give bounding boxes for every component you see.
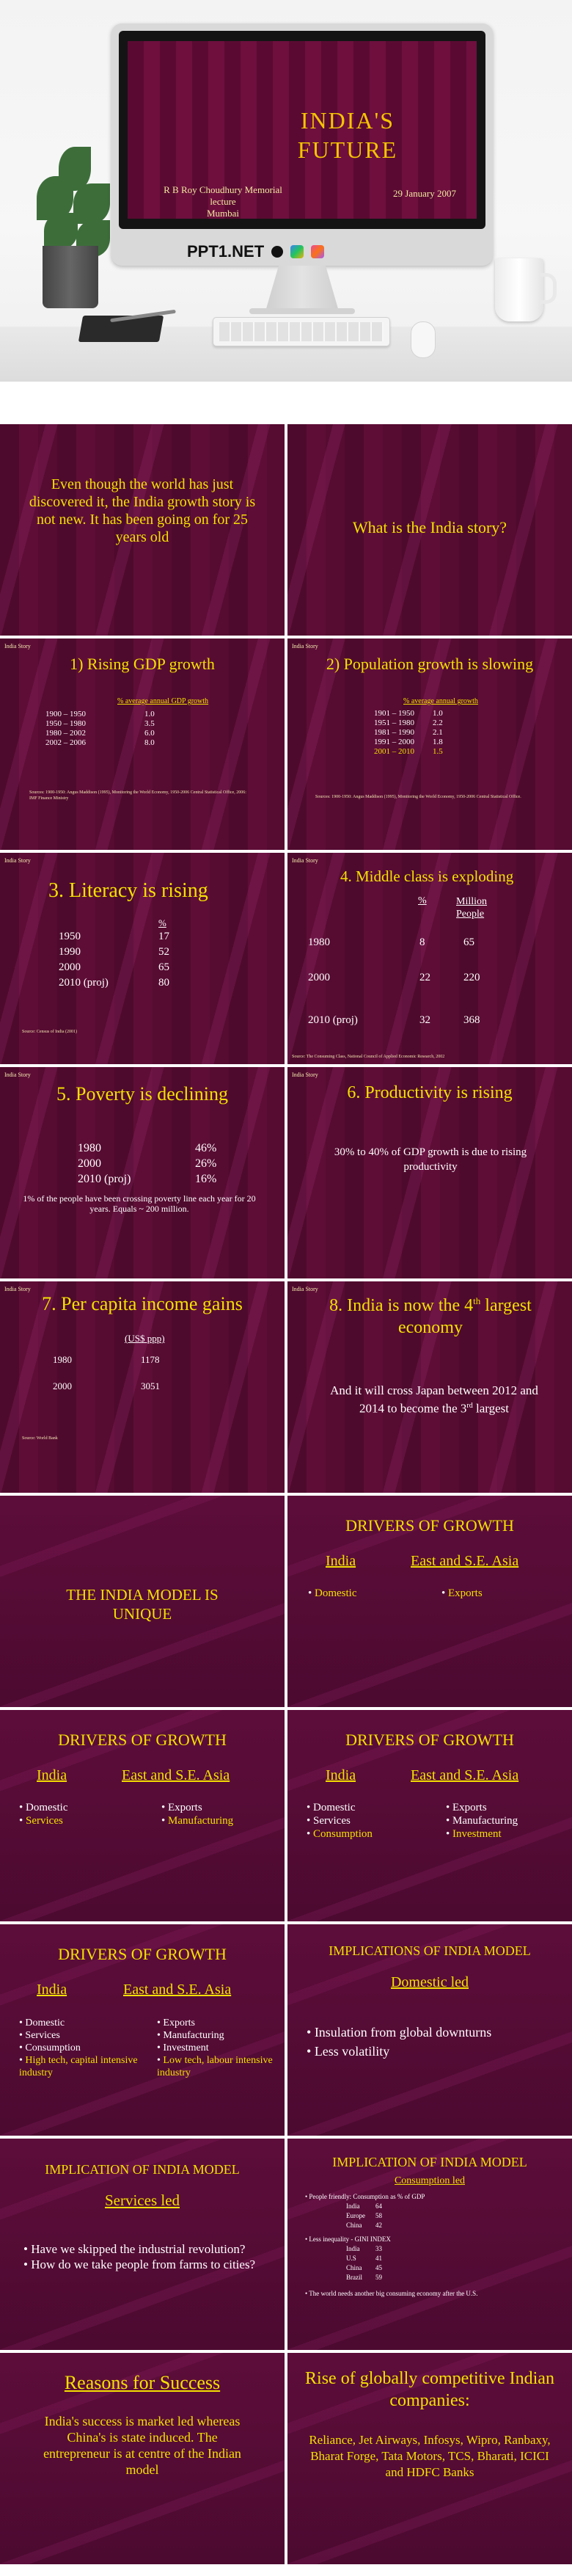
slide-19 <box>0 2353 285 2564</box>
col-asia: East and S.E. Asia <box>411 1767 519 1783</box>
slide-6 <box>287 853 572 1064</box>
list-item: • Exports <box>161 1801 233 1814</box>
slide-1-text: Even though the world has just discovered it, the India growth story is not new. It has been going on for 25 years old <box>29 476 256 545</box>
slide-tag: India Story <box>4 1071 31 1078</box>
table-row: 1950 17 <box>59 931 169 942</box>
table-row: 1990 52 <box>59 946 169 958</box>
slide-15 <box>0 1924 285 2136</box>
keyboard <box>213 317 390 346</box>
list-item: • Consumption <box>307 1827 373 1841</box>
table-row: India 33 <box>346 2245 382 2252</box>
col-asia: East and S.E. Asia <box>123 1982 232 1998</box>
slide-6-title: 4. Middle class is exploding <box>340 867 514 885</box>
hero-title: INDIA'S FUTURE <box>297 107 398 163</box>
slide-tag: India Story <box>4 1286 31 1292</box>
table-row: China 42 <box>346 2222 382 2229</box>
slide-19-title: Reasons for Success <box>64 2372 221 2393</box>
slide-18-subtitle: Consumption led <box>394 2175 466 2186</box>
slide-20-title: Rise of globally competitive Indian companies: <box>305 2369 554 2410</box>
slide-17 <box>0 2139 285 2350</box>
slide-16-subtitle: Domestic led <box>390 1974 469 1990</box>
source-note: Source: Census of India (2001) <box>22 1030 77 1034</box>
slide-18 <box>287 2139 572 2350</box>
slide-tag: India Story <box>292 857 318 864</box>
pop-header: % average annual growth <box>403 697 478 705</box>
slide-10 <box>287 1281 572 1493</box>
col-asia: East and S.E. Asia <box>411 1553 519 1569</box>
list-item: • Domestic <box>307 1801 373 1814</box>
list-item: • High tech, capital intensive industry <box>19 2054 144 2079</box>
income-header: (US$ ppp) <box>125 1333 165 1344</box>
list-item: • Exports <box>446 1801 518 1814</box>
table-row: China 45 <box>346 2264 382 2271</box>
source-note: Sources: 1900-1950: Angus Maddison (1995), Monitoring the World Economy, 1950-2006 Central Statistical Office, 2006: IMF Finance Ministry <box>29 790 246 801</box>
table-row: U.S 41 <box>346 2255 382 2262</box>
india-drivers-list <box>308 1587 357 1600</box>
slide-3 <box>0 638 285 850</box>
table-row: 1901 – 1950 1.0 <box>374 709 443 718</box>
slide-11 <box>0 1496 285 1707</box>
table-row: 2001 – 2010 1.5 <box>374 747 443 756</box>
slide-18-title: IMPLICATION OF INDIA MODEL <box>332 2155 527 2169</box>
slide-17-title: IMPLICATION OF INDIA MODEL <box>45 2162 240 2177</box>
slide-14 <box>287 1710 572 1921</box>
table-row: 1980 – 2002 6.0 <box>45 729 155 738</box>
world-needs-point: • The world needs another big consuming economy after the U.S. <box>305 2290 478 2297</box>
table-row: 1980 46% <box>78 1142 217 1154</box>
gdp-table <box>45 710 155 748</box>
table-row: 2000 22 220 <box>308 972 480 983</box>
table-row: 2000 65 <box>59 961 169 973</box>
slide-16 <box>287 1924 572 2136</box>
income-table <box>53 1355 160 1391</box>
middle-class-pct-header: % <box>418 895 427 906</box>
slide-7 <box>0 1067 285 1278</box>
list-item: • Manufacturing <box>446 1814 518 1827</box>
table-row: Europe 58 <box>346 2212 382 2219</box>
slide-4 <box>287 638 572 850</box>
table-row: 1980 1178 <box>53 1354 160 1365</box>
monitor-stand <box>265 266 339 311</box>
table-row: 2010 (proj) 80 <box>59 977 169 989</box>
slide-12 <box>287 1496 572 1707</box>
pop-table <box>374 709 443 757</box>
table-row: 1900 – 1950 1.0 <box>45 710 155 718</box>
slide-tag: India Story <box>4 857 31 864</box>
hero-image <box>0 0 572 382</box>
slide-9 <box>0 1281 285 1493</box>
slide-tag: India Story <box>292 1286 318 1292</box>
slide-10-title: 8. India is now the 4th largest economy <box>329 1295 532 1337</box>
table-row: 2000 26% <box>78 1157 217 1170</box>
list-item: • Manufacturing <box>157 2029 282 2042</box>
monitor-screen <box>128 41 477 219</box>
slide-3-title: 1) Rising GDP growth <box>70 655 215 673</box>
list-item: • Services <box>19 2029 144 2042</box>
list-item: • Less volatility <box>307 2042 491 2061</box>
col-india: India <box>37 1982 67 1998</box>
drivers-title: DRIVERS OF GROWTH <box>58 1731 227 1749</box>
list-item: • Have we skipped the industrial revolution? <box>23 2241 258 2257</box>
slide-9-title: 7. Per capita income gains <box>42 1293 243 1314</box>
asia-drivers-list <box>157 2017 282 2079</box>
table-row: 2010 (proj) 32 368 <box>308 1014 480 1026</box>
col-asia: East and S.E. Asia <box>122 1767 230 1783</box>
list-item: • Domestic <box>19 2017 144 2029</box>
literacy-table <box>59 929 169 991</box>
list-item: • Exports <box>441 1587 483 1600</box>
slide-16-title: IMPLICATIONS OF INDIA MODEL <box>329 1943 531 1958</box>
implications-list <box>307 2023 491 2061</box>
gini-table <box>346 2244 382 2282</box>
slide-10-text: And it will cross Japan between 2012 and 2014 to become the 3rd largest <box>330 1383 538 1416</box>
source-note: Source: The Consuming Class, National Council of Applied Economic Research, 2002 <box>292 1055 445 1059</box>
list-item: • Low tech, labour intensive industry <box>157 2054 282 2079</box>
asia-drivers-list <box>446 1801 518 1841</box>
slide-tag: India Story <box>4 643 31 650</box>
slide-2-text: What is the India story? <box>352 518 507 536</box>
coffee-cup <box>495 258 543 321</box>
table-row: 1991 – 2000 1.8 <box>374 738 443 746</box>
brand-bar <box>187 242 324 261</box>
slide-4-title: 2) Population growth is slowing <box>326 655 534 673</box>
table-row: 1981 – 1990 2.1 <box>374 728 443 737</box>
table-row: 2010 (proj) 16% <box>78 1173 217 1185</box>
slide-5 <box>0 853 285 1064</box>
col-india: India <box>37 1767 67 1783</box>
col-india: India <box>326 1553 356 1569</box>
middle-class-table <box>308 938 480 1025</box>
slide-20 <box>287 2353 572 2564</box>
list-item: • Services <box>19 1814 68 1827</box>
brand-name: PPT1.NET <box>187 242 265 261</box>
drivers-title: DRIVERS OF GROWTH <box>345 1516 514 1535</box>
india-drivers-list <box>307 1801 373 1841</box>
india-drivers-list <box>19 2017 144 2079</box>
hero-subtitle: R B Roy Choudhury Memorial lecture Mumbai <box>164 184 282 219</box>
list-item: • Investment <box>157 2042 282 2054</box>
asia-drivers-list <box>441 1587 483 1600</box>
hero-date: 29 January 2007 <box>393 188 456 199</box>
productivity-text: 30% to 40% of GDP growth is due to rising productivity <box>334 1146 527 1173</box>
apple-icon <box>271 246 283 258</box>
poverty-table <box>78 1140 216 1187</box>
list-item: • Consumption <box>19 2042 144 2054</box>
middle-class-people-header: Million People <box>456 896 488 920</box>
slide-1 <box>0 424 285 636</box>
list-item: • Services <box>307 1814 373 1827</box>
slides-app-icon <box>311 245 324 258</box>
inequality-point: • Less inequality - GINI INDEX <box>305 2235 391 2243</box>
slide-19-text: India's success is market led whereas China's is state induced. The entrepreneur is at centre of the Indian model <box>43 2414 241 2477</box>
col-india: India <box>326 1767 356 1783</box>
literacy-header: % <box>158 917 166 928</box>
list-item: • How do we take people from farms to cities? <box>23 2257 258 2272</box>
drivers-title: DRIVERS OF GROWTH <box>58 1945 227 1963</box>
slide-tag: India Story <box>292 643 318 650</box>
list-item: • Domestic <box>308 1587 357 1600</box>
consumption-table <box>346 2202 382 2230</box>
plant-pot <box>43 246 98 308</box>
table-row: 2000 3051 <box>53 1380 160 1391</box>
cup-handle <box>540 273 557 304</box>
table-row: 1951 – 1980 2.2 <box>374 718 443 727</box>
list-item: • Exports <box>157 2017 282 2029</box>
monitor-base <box>249 308 355 314</box>
slide-8-title: 6. Productivity is rising <box>347 1083 513 1102</box>
table-row: Brazil 59 <box>346 2274 382 2281</box>
slide-5-title: 3. Literacy is rising <box>48 879 208 902</box>
slide-11-text: THE INDIA MODEL IS UNIQUE <box>66 1586 219 1623</box>
gdp-header: % average annual GDP growth <box>117 697 209 705</box>
app-icon <box>290 245 304 258</box>
list-item: • Insulation from global downturns <box>307 2023 491 2042</box>
asia-drivers-list <box>161 1801 233 1827</box>
slide-20-text: Reliance, Jet Airways, Infosys, Wipro, Ranbaxy, Bharat Forge, Tata Motors, TCS, Bharati, ICICI and HDFC Banks <box>309 2433 551 2479</box>
source-note: Sources: 1900-1950: Angus Maddison (1995), Monitoring the World Economy, 1950-2006 Central Statistical Office. <box>315 795 521 799</box>
services-list <box>23 2241 258 2272</box>
slide-tag: India Story <box>292 1071 318 1078</box>
list-item: • Domestic <box>19 1801 68 1814</box>
table-row: 2002 – 2006 8.0 <box>45 738 155 747</box>
source-note: Source: World Bank <box>22 1436 58 1441</box>
list-item: • Manufacturing <box>161 1814 233 1827</box>
table-row: India 64 <box>346 2202 382 2210</box>
slide-13 <box>0 1710 285 1921</box>
slide-17-subtitle: Services led <box>104 2191 180 2209</box>
slide-7-title: 5. Poverty is declining <box>56 1083 228 1105</box>
slide-2 <box>287 424 572 636</box>
poverty-note: 1% of the people have been crossing poverty line each year for 20 years. Equals ~ 200 million. <box>23 1193 256 1214</box>
list-item: • Investment <box>446 1827 518 1841</box>
slide-grid <box>0 424 572 2576</box>
slide-8 <box>287 1067 572 1278</box>
table-row: 1980 8 65 <box>308 936 474 948</box>
drivers-title: DRIVERS OF GROWTH <box>345 1731 514 1749</box>
india-drivers-list <box>19 1801 68 1827</box>
table-row: 1950 – 1980 3.5 <box>45 719 155 728</box>
consumption-point: • People friendly: Consumption as % of GDP <box>305 2193 425 2200</box>
monitor <box>111 23 493 266</box>
mouse <box>411 321 436 358</box>
